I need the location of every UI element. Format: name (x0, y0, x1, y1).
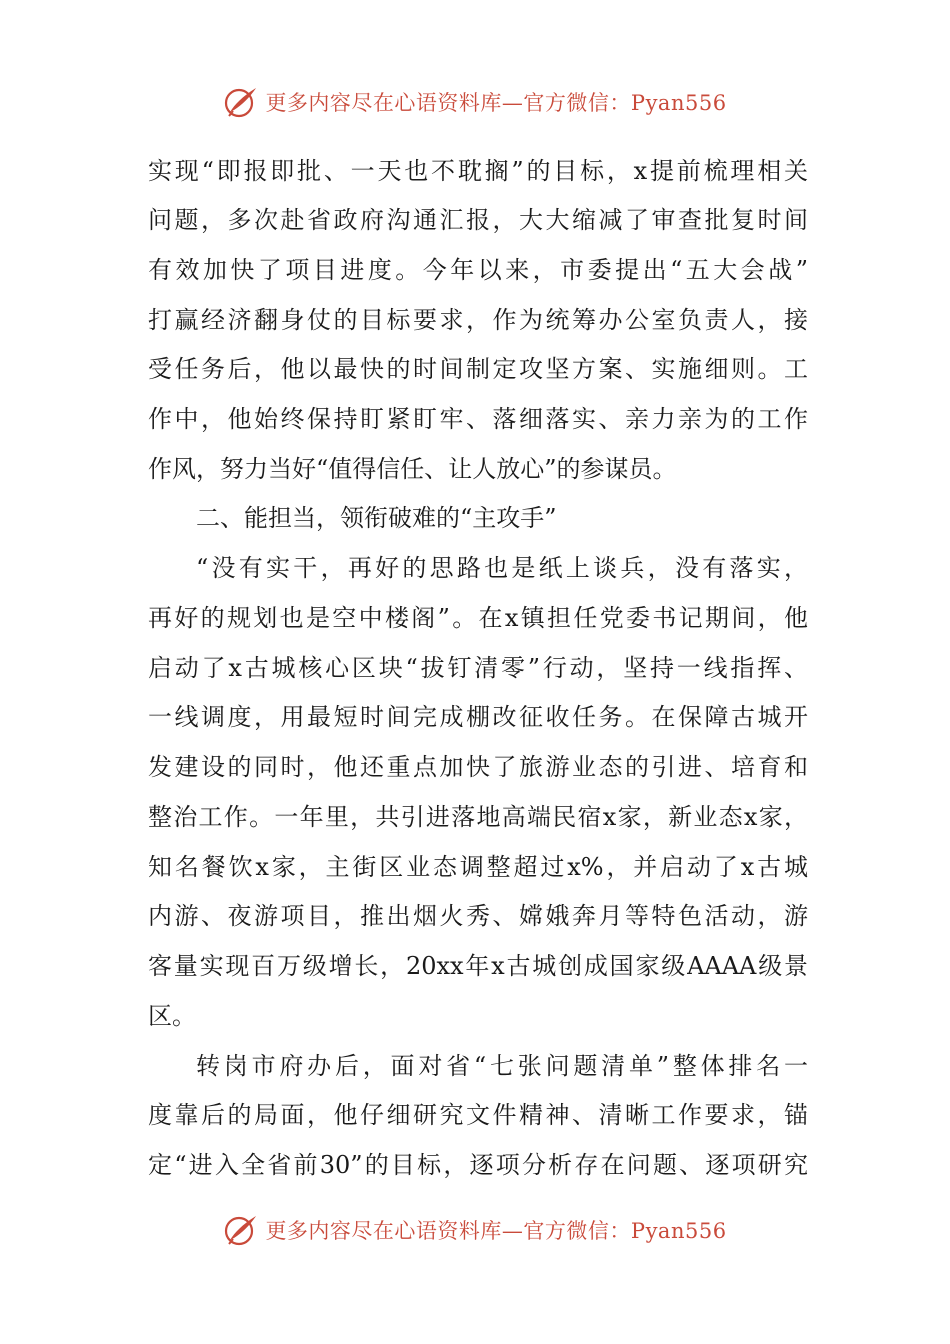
text-line: 受任务后，他以最快的时间制定攻坚方案、实施细则。工 (148, 355, 808, 383)
text-line: 启动了x古城核心区块“拔钉清零”行动，坚持一线指挥、 (148, 654, 808, 682)
section-heading: 二、能担当，领衔破难的“主攻手” (196, 504, 557, 532)
text-line: 整治工作。一年里，共引进落地高端民宿x家，新业态x家， (148, 803, 808, 831)
text-line: 发建设的同时，他还重点加快了旅游业态的引进、培育和 (148, 753, 808, 781)
text-line: 度靠后的局面，他仔细研究文件精神、清晰工作要求，锚 (148, 1101, 808, 1129)
text-line: 内游、夜游项目，推出烟火秀、嫦娥奔月等特色活动，游 (148, 902, 808, 930)
text-line: 转岗市府办后，面对省“七张问题清单”整体排名一 (196, 1052, 808, 1080)
text-line: 作风，努力当好“值得信任、让人放心”的参谋员。 (148, 455, 677, 483)
text-line: 作中，他始终保持盯紧盯牢、落细落实、亲力亲为的工作 (148, 405, 808, 433)
text-line: “没有实干，再好的思路也是纸上谈兵，没有落实， (196, 554, 808, 582)
footer-watermark (0, 1208, 950, 1252)
quill-logo-icon (223, 1212, 259, 1248)
text-line: 打赢经济翻身仗的目标要求，作为统筹办公室负责人，接 (148, 306, 808, 334)
text-line: 知名餐饮x家，主街区业态调整超过x%，并启动了x古城 (148, 853, 808, 881)
text-line: 一线调度，用最短时间完成棚改征收任务。在保障古城开 (148, 703, 808, 731)
text-line: 问题，多次赴省政府沟通汇报，大大缩减了审查批复时间 (148, 206, 808, 234)
text-line: 定“进入全省前30”的目标，逐项分析存在问题、逐项研究 (148, 1151, 808, 1179)
text-line: 再好的规划也是空中楼阁”。在x镇担任党委书记期间，他 (148, 604, 808, 632)
watermark-text: 更多内容尽在心语资料库—官方微信：Pyan556 (265, 1219, 727, 1243)
watermark-text: 更多内容尽在心语资料库—官方微信：Pyan556 (265, 91, 727, 115)
text-line: 实现“即报即批、一天也不耽搁”的目标，x提前梳理相关 (148, 157, 808, 185)
text-line: 区。 (148, 1002, 196, 1030)
text-line: 有效加快了项目进度。今年以来，市委提出“五大会战” (148, 256, 808, 284)
text-line: 客量实现百万级增长，20xx年x古城创成国家级AAAA级景 (148, 952, 808, 980)
